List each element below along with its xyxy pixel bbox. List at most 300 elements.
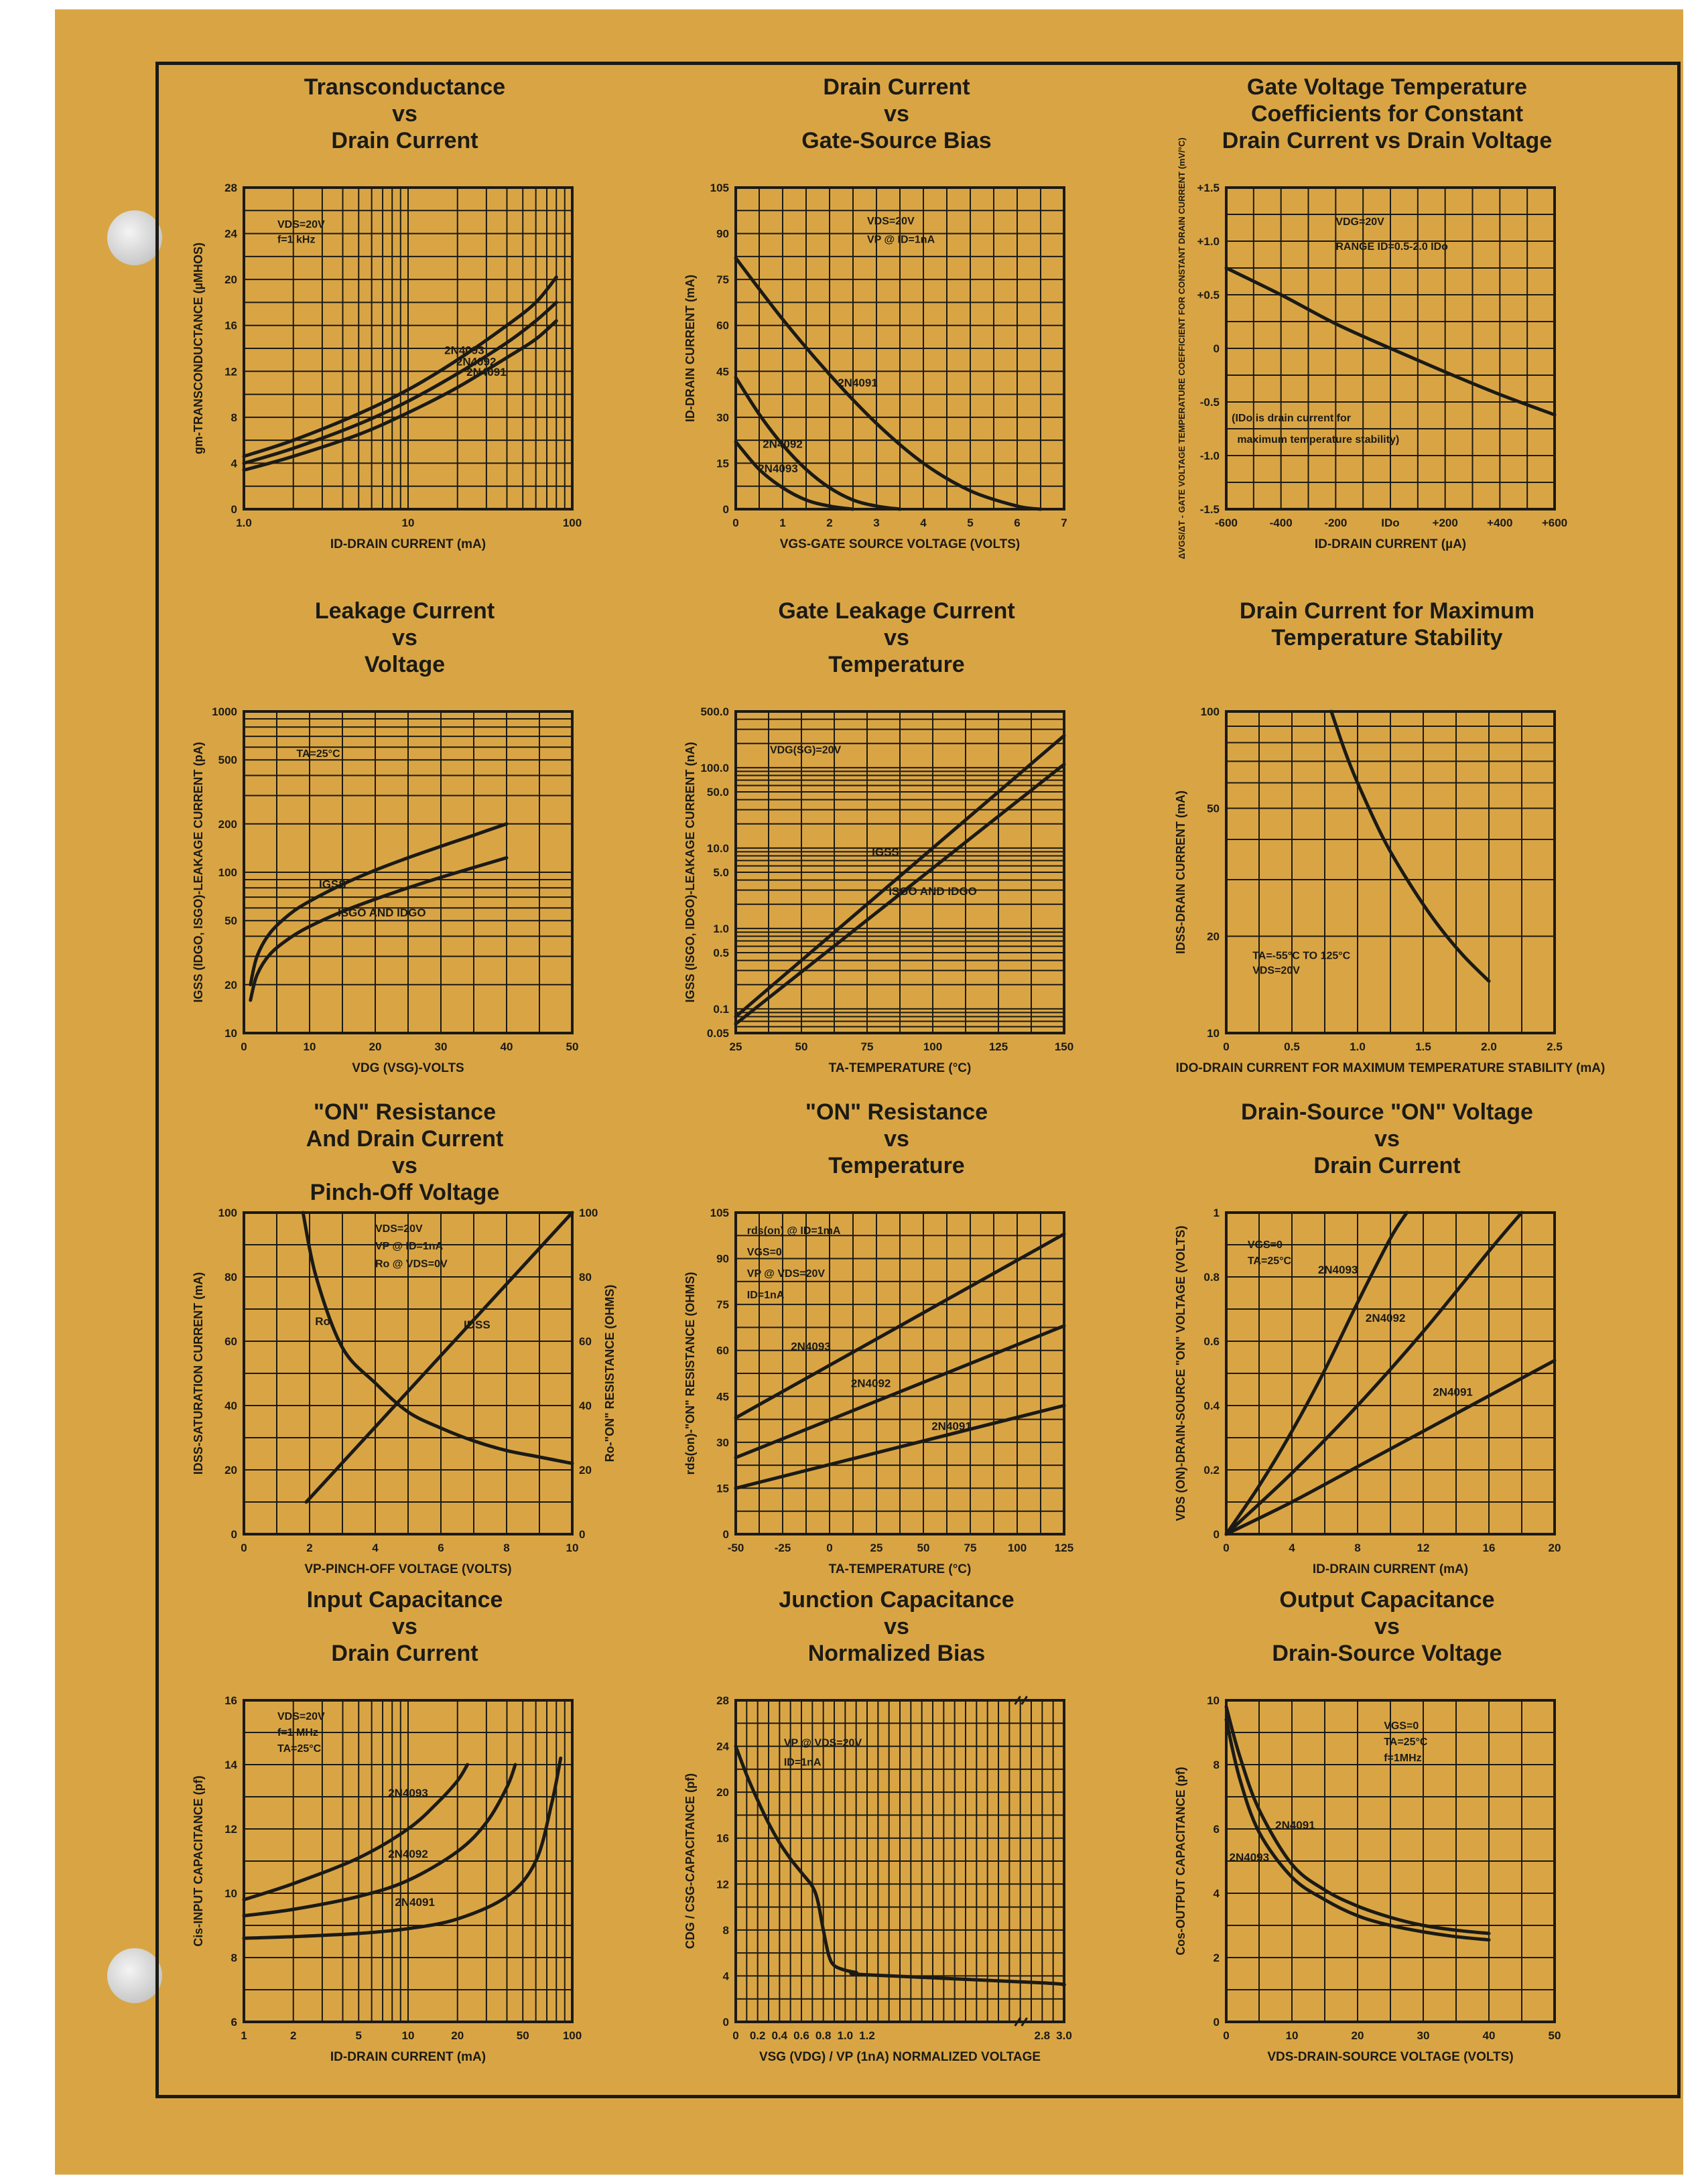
x-tick-label: 10 (401, 2029, 415, 2042)
x-tick-label: 0.6 (793, 2029, 809, 2042)
chart-title-line: vs (884, 1126, 909, 1152)
chart-annotation: ID=1nA (746, 1290, 785, 1301)
x-tick-label: 8 (503, 1542, 510, 1554)
chart-annotation: VGS=0 (1384, 1720, 1419, 1732)
series-label: IGSS (872, 845, 899, 859)
x-tick-label: 6 (438, 1542, 444, 1554)
chart-title-line: Drain Current for Maximum (1239, 598, 1535, 624)
series-label: IDSS (464, 1318, 490, 1331)
x-tick-label: 8 (1354, 1542, 1361, 1554)
y-tick-label: 10.0 (706, 841, 729, 855)
chart-svg (649, 74, 1144, 569)
chart-annotation: TA=25°C (1247, 1255, 1292, 1267)
y-tick-label: 100 (218, 866, 237, 879)
x-axis-label: VP-PINCH-OFF VOLTAGE (VOLTS) (304, 1562, 512, 1576)
chart-svg (157, 1586, 653, 2082)
chart-title-line: Temperature (828, 1153, 965, 1178)
chart-svg (1139, 598, 1635, 1093)
y-tick-label: 0 (722, 2016, 729, 2029)
y-tick-label: 0 (722, 503, 729, 516)
x-tick-label: 1.5 (1415, 1040, 1431, 1053)
chart-svg (157, 1099, 653, 1594)
chart-annotation: VDG=20V (1335, 216, 1384, 228)
chart-title-line: vs (1374, 1126, 1400, 1152)
x-axis-label: ID-DRAIN CURRENT (µA) (1314, 537, 1467, 551)
x-tick-label: 125 (988, 1040, 1008, 1053)
chart-svg (1139, 1586, 1635, 2082)
chart-annotation: TA=-55°C TO 125°C (1252, 950, 1351, 962)
y-tick-label: +1.0 (1197, 235, 1220, 248)
chart-title-line: Gate-Source Bias (801, 128, 992, 153)
x-tick-label: 100 (1007, 1542, 1027, 1554)
y-axis-label: IDSS-DRAIN CURRENT (mA) (1174, 791, 1187, 954)
y-axis-label: ΔVGS/ΔT - GATE VOLTAGE TEMPERATURE COEFFICIENT FOR CONSTANT DRAIN CURRENT (mV/°C) (1177, 137, 1187, 559)
y-tick-label: 200 (218, 817, 237, 831)
y-tick-label: 0 (722, 1528, 729, 1541)
y-tick-label: 0.6 (1203, 1335, 1220, 1348)
chart-svg (157, 74, 653, 569)
y-tick-label: 100 (1200, 705, 1220, 718)
x-tick-label: 6 (1014, 517, 1021, 529)
y-tick-label: 0 (231, 1528, 237, 1541)
y-tick-label: -0.5 (1199, 396, 1220, 409)
x-tick-label: -25 (774, 1542, 791, 1554)
series-label: 2N4093 (791, 1340, 831, 1353)
chart-annotation: TA=25°C (296, 748, 340, 760)
y-tick-label: 14 (224, 1759, 237, 1771)
chart-panel-6 (1139, 598, 1635, 1093)
chart-title-line: Coefficients for Constant (1250, 101, 1524, 127)
x-tick-label: 3 (873, 517, 880, 529)
chart-title-line: Gate Leakage Current (778, 598, 1015, 624)
x-axis-label: VSG (VDG) / VP (1nA) NORMALIZED VOLTAGE (759, 2050, 1041, 2064)
y-tick-label: 60 (716, 319, 729, 332)
series-label: 2N4093 (1229, 1851, 1270, 1864)
chart-title-line: Normalized Bias (807, 1641, 986, 1666)
y-tick-label: 20 (1207, 930, 1220, 943)
y-tick-label: 8 (722, 1923, 729, 1937)
chart-annotation: f=1MHz (1384, 1753, 1422, 1765)
y-tick-label: -1.0 (1199, 450, 1220, 462)
x-tick-label: -50 (727, 1542, 744, 1554)
chart-title-line: Temperature (828, 652, 965, 677)
x-tick-label: 0 (241, 1542, 247, 1554)
x-tick-label: 2 (826, 517, 833, 529)
chart-panel-3 (1139, 74, 1635, 569)
series-label: 2N4093 (758, 462, 798, 476)
y-tick-label: 60 (224, 1335, 237, 1348)
chart-panel-10 (157, 1586, 653, 2082)
y-tick-label: 15 (716, 1482, 729, 1495)
y-tick-label: 0.5 (713, 947, 729, 959)
x-tick-label: 20 (451, 2029, 464, 2042)
y2-axis-label: Ro-"ON" RESISTANCE (OHMS) (603, 1284, 616, 1462)
chart-annotation: VP @ ID=1nA (867, 234, 935, 246)
y-tick-label: 45 (716, 365, 729, 379)
x-tick-label: 50 (795, 1040, 808, 1053)
x-tick-label: 150 (1054, 1040, 1074, 1053)
x-tick-label: 50 (1548, 2029, 1561, 2042)
series-label: 2N4092 (388, 1848, 428, 1861)
series-line-idss (306, 1213, 572, 1502)
y-tick-label: 50 (1207, 802, 1220, 815)
x-tick-label: +200 (1432, 517, 1458, 529)
x-tick-label: 20 (369, 1040, 382, 1053)
y-tick-label: 0.8 (1203, 1271, 1220, 1284)
y-tick-label: 6 (231, 2016, 237, 2029)
chart-title-line: Drain Current vs Drain Voltage (1222, 128, 1553, 153)
x-tick-label: 1.0 (236, 517, 252, 529)
y-axis-label: IGSS (ISGO, IDGO)-LEAKAGE CURRENT (nA) (683, 742, 697, 1003)
chart-svg (649, 1586, 1144, 2082)
chart-title-line: vs (1374, 1614, 1400, 1639)
x-tick-label: 0 (732, 517, 739, 529)
x-tick-label: 25 (870, 1542, 883, 1554)
x-tick-label: +400 (1487, 517, 1513, 529)
series-label: 2N4092 (456, 355, 497, 368)
x-tick-label: 1 (779, 517, 786, 529)
chart-annotation: VDS=20V (277, 1710, 325, 1722)
series-line-2n4092 (736, 377, 900, 509)
y-tick-label: 4 (722, 1970, 729, 1983)
y-tick-label: 45 (716, 1390, 729, 1404)
chart-annotation: VGS=0 (1247, 1239, 1283, 1251)
x-axis-label: ID-DRAIN CURRENT (mA) (1312, 1562, 1469, 1576)
series-label: 2N4091 (466, 366, 507, 379)
chart-title-line: Gate Voltage Temperature (1246, 74, 1528, 100)
y-tick-label: 90 (716, 227, 729, 241)
x-tick-label: 16 (1482, 1542, 1496, 1554)
y-tick-label: 15 (716, 457, 729, 470)
x-tick-label: 50 (516, 2029, 529, 2042)
chart-svg (1139, 74, 1635, 569)
x-tick-label: 0 (826, 1542, 833, 1554)
chart-title-line: Temperature Stability (1271, 625, 1503, 651)
series-line-igss (251, 824, 507, 985)
series-label: 2N4092 (763, 437, 803, 451)
series-label: 2N4091 (395, 1896, 435, 1909)
y-tick-label: 0 (1213, 342, 1220, 355)
series-label: 2N4093 (1317, 1264, 1358, 1277)
chart-svg (649, 598, 1144, 1093)
chart-title-line: Leakage Current (314, 598, 495, 624)
chart-panel-8 (649, 1099, 1144, 1594)
y-tick-label: 0.4 (1203, 1400, 1220, 1412)
chart-annotation: VDG(SG)=20V (769, 744, 842, 756)
chart-title-line: vs (392, 1614, 417, 1639)
x-tick-label: 0.2 (749, 2029, 766, 2042)
y-tick-label: 50.0 (706, 786, 729, 799)
chart-annotation: Ro @ VDS=0V (375, 1258, 448, 1270)
y-tick-label: 10 (1207, 1694, 1220, 1707)
x-tick-label: 30 (434, 1040, 448, 1053)
series-line-2n4093 (736, 441, 853, 509)
chart-title-line: "ON" Resistance (313, 1099, 497, 1125)
chart-title-line: Drain Current (331, 128, 478, 153)
y-axis-label: IGSS (IDGO, ISGO)-LEAKAGE CURRENT (pA) (192, 742, 205, 1003)
x-tick-label: 75 (860, 1040, 874, 1053)
x-tick-label: 10 (303, 1040, 316, 1053)
y-tick-label: 50 (224, 914, 237, 928)
series-label: ISGO AND IDGO (337, 906, 426, 920)
y-tick-label: 28 (224, 182, 237, 194)
chart-panel-11 (649, 1586, 1144, 2082)
x-tick-label: -200 (1324, 517, 1348, 529)
y-tick-label: 12 (224, 365, 237, 379)
y-tick-label: 0 (1213, 2016, 1220, 2029)
chart-title-line: Output Capacitance (1279, 1587, 1495, 1613)
y-axis-label: rds(on)-"ON" RESISTANCE (OHMS) (683, 1272, 697, 1475)
chart-annotation: f=1 kHz (277, 234, 316, 246)
x-tick-label: 2.8 (1034, 2029, 1051, 2042)
series-line-2n4093 (244, 1765, 468, 1900)
x-tick-label: -600 (1214, 517, 1238, 529)
x-tick-label: 10 (566, 1542, 579, 1554)
x-tick-label: 3.0 (1056, 2029, 1072, 2042)
chart-annotation: VDS=20V (277, 219, 325, 230)
x-tick-label: IDo (1381, 517, 1400, 529)
chart-panel-9 (1139, 1099, 1635, 1594)
y-axis-label: ID-DRAIN CURRENT (mA) (683, 275, 697, 422)
y-tick-label: 10 (224, 1887, 237, 1900)
y-tick-label: 30 (716, 1436, 729, 1449)
chart-panel-5 (649, 598, 1144, 1093)
series-label: 2N4091 (1275, 1819, 1315, 1832)
y-tick-label: -1.5 (1199, 503, 1220, 516)
y-tick-label: 20 (224, 273, 237, 287)
y-tick-label: 8 (231, 1952, 237, 1964)
x-axis-label: ID-DRAIN CURRENT (mA) (330, 2050, 486, 2064)
x-tick-label: 1.0 (837, 2029, 854, 2042)
chart-title-line: And Drain Current (306, 1126, 504, 1152)
chart-title-line: vs (884, 625, 909, 651)
x-tick-label: 0.4 (771, 2029, 788, 2042)
y-tick-label: 10 (224, 1027, 237, 1040)
chart-title-line: Voltage (364, 652, 446, 677)
y-tick-label: 2 (1213, 1952, 1220, 1964)
x-axis-label: ID-DRAIN CURRENT (mA) (330, 537, 486, 551)
x-tick-label: 30 (1417, 2029, 1430, 2042)
chart-annotation: VDS=20V (1252, 965, 1300, 977)
chart-annotation: VP @ ID=1nA (375, 1241, 444, 1253)
chart-annotation: f=1 MHz (277, 1726, 318, 1738)
x-tick-label: 125 (1054, 1542, 1074, 1554)
chart-title-line: vs (392, 625, 417, 651)
y-tick-label: 24 (716, 1740, 729, 1753)
y-tick-label: 6 (1213, 1823, 1220, 1836)
y-tick-label: +1.5 (1197, 182, 1220, 194)
x-axis-label: TA-TEMPERATURE (°C) (828, 1061, 972, 1075)
y-tick-label: 12 (224, 1823, 237, 1836)
x-tick-label: 1.2 (859, 2029, 875, 2042)
x-tick-label: 25 (729, 1040, 742, 1053)
y-axis-label: gm-TRANSCONDUCTANCE (µMHOS) (192, 242, 205, 455)
chart-panel-12 (1139, 1586, 1635, 2082)
x-tick-label: 5 (967, 517, 974, 529)
y-tick-label: 100.0 (700, 761, 729, 774)
y-axis-label: IDSS-SATURATION CURRENT (mA) (192, 1272, 205, 1475)
x-tick-label: 5 (355, 2029, 362, 2042)
x-tick-label: 20 (1548, 1542, 1561, 1554)
x-tick-label: 0 (1223, 1040, 1230, 1053)
y-tick-label: 28 (716, 1694, 729, 1707)
series-label: 2N4091 (931, 1420, 972, 1433)
x-axis-label: VGS-GATE SOURCE VOLTAGE (VOLTS) (779, 537, 1021, 551)
x-tick-label: 50 (917, 1542, 930, 1554)
y-tick-label: 1 (1213, 1207, 1220, 1219)
punch-hole-top (107, 210, 162, 265)
x-tick-label: 2.5 (1547, 1040, 1563, 1053)
chart-title-line: vs (884, 101, 909, 127)
y2-tick-label: 60 (579, 1335, 592, 1348)
y-tick-label: 12 (716, 1878, 729, 1891)
y2-tick-label: 0 (579, 1528, 586, 1541)
y2-tick-label: 80 (579, 1271, 592, 1284)
x-tick-label: -400 (1269, 517, 1293, 529)
series-line-curve (1331, 711, 1489, 981)
chart-title-line: Drain Current (1313, 1153, 1461, 1178)
chart-title-line: Junction Capacitance (779, 1587, 1014, 1613)
x-axis-label: TA-TEMPERATURE (°C) (828, 1562, 972, 1576)
x-tick-label: 75 (964, 1542, 977, 1554)
series-label: 2N4093 (388, 1787, 428, 1799)
x-tick-label: 1 (241, 2029, 247, 2042)
series-label: 2N4092 (850, 1377, 891, 1390)
y2-tick-label: 40 (579, 1400, 592, 1412)
y-tick-label: 100 (218, 1207, 237, 1219)
chart-title-line: Drain-Source "ON" Voltage (1241, 1099, 1533, 1125)
y2-tick-label: 20 (579, 1464, 592, 1477)
chart-title-line: Drain Current (823, 74, 970, 100)
y-tick-label: 20 (224, 978, 237, 992)
chart-svg (157, 598, 653, 1093)
x-tick-label: 0.5 (1284, 1040, 1300, 1053)
y-axis-label: Cos-OUTPUT CAPACITANCE (pf) (1174, 1767, 1187, 1956)
chart-annotation: ID=1nA (783, 1757, 822, 1769)
y-tick-label: 4 (1213, 1887, 1220, 1900)
chart-title-line: vs (392, 101, 417, 127)
y-tick-label: 90 (716, 1252, 729, 1266)
chart-annotation: VGS=0 (746, 1247, 782, 1258)
x-tick-label: 12 (1417, 1542, 1430, 1554)
chart-panel-2 (649, 74, 1144, 569)
x-tick-label: 100 (562, 517, 582, 529)
series-label: 2N4091 (838, 377, 878, 390)
y-tick-label: 500 (218, 754, 237, 767)
y-tick-label: 30 (716, 411, 729, 424)
chart-annotation: TA=25°C (1384, 1736, 1428, 1749)
y-tick-label: 20 (716, 1786, 729, 1799)
chart-title-line: Pinch-Off Voltage (310, 1180, 500, 1205)
y-tick-label: 8 (231, 411, 237, 424)
y-tick-label: 75 (716, 1298, 729, 1312)
x-axis-label: VDS-DRAIN-SOURCE VOLTAGE (VOLTS) (1267, 2050, 1514, 2064)
x-tick-label: 100 (562, 2029, 582, 2042)
y-tick-label: 1000 (212, 705, 237, 718)
chart-title-line: vs (392, 1153, 417, 1178)
y-tick-label: 4 (231, 457, 237, 470)
punch-hole-bottom (107, 1948, 162, 2003)
y-tick-label: 0 (1213, 1528, 1220, 1541)
y-tick-label: 16 (224, 319, 237, 332)
y-tick-label: 105 (710, 182, 729, 194)
series-label: 2N4092 (1365, 1312, 1406, 1325)
y-tick-label: 8 (1213, 1759, 1220, 1771)
x-tick-label: 40 (1482, 2029, 1496, 2042)
y-tick-label: 0 (231, 503, 237, 516)
x-tick-label: 2 (306, 1542, 313, 1554)
x-tick-label: 0 (241, 1040, 247, 1053)
chart-annotation: VDS=20V (867, 215, 915, 227)
y-tick-label: 500.0 (700, 705, 729, 718)
chart-annotation: VDS=20V (375, 1223, 423, 1235)
x-tick-label: 2 (290, 2029, 297, 2042)
y-tick-label: 60 (716, 1344, 729, 1357)
x-tick-label: 100 (923, 1040, 943, 1053)
y-axis-label: VDS (ON)-DRAIN-SOURCE "ON" VOLTAGE (VOLTS) (1174, 1225, 1187, 1521)
x-axis-label: IDO-DRAIN CURRENT FOR MAXIMUM TEMPERATURE STABILITY (mA) (1175, 1061, 1606, 1075)
x-tick-label: 0 (1223, 1542, 1230, 1554)
chart-title-line: vs (884, 1614, 909, 1639)
chart-annotation: VP @ VDS=20V (783, 1737, 862, 1749)
y-tick-label: 5.0 (713, 866, 729, 879)
series-label: IGSS (318, 878, 346, 891)
chart-panel-4 (157, 598, 653, 1093)
chart-annotation: rds(on) @ ID=1mA (746, 1225, 841, 1237)
series-label: ISGO AND IDGO (889, 885, 977, 898)
x-tick-label: 2.0 (1481, 1040, 1497, 1053)
x-tick-label: 4 (920, 517, 927, 529)
y-axis-label: CDG / CSG-CAPACITANCE (pf) (683, 1773, 697, 1950)
x-tick-label: 0.8 (815, 2029, 832, 2042)
chart-title-line: Drain-Source Voltage (1272, 1641, 1502, 1666)
chart-annotation: VP @ VDS=20V (746, 1268, 826, 1280)
y-tick-label: 0.05 (706, 1027, 729, 1040)
chart-annotation: TA=25°C (277, 1743, 322, 1755)
x-tick-label: 7 (1061, 517, 1067, 529)
x-tick-label: 50 (566, 1040, 579, 1053)
x-tick-label: 20 (1351, 2029, 1364, 2042)
y-tick-label: 105 (710, 1207, 729, 1219)
y-tick-label: 1.0 (713, 922, 729, 935)
series-label: Ro (315, 1315, 330, 1328)
y-tick-label: 20 (224, 1464, 237, 1477)
x-tick-label: 4 (1289, 1542, 1295, 1554)
y-tick-label: 75 (716, 273, 729, 287)
x-tick-label: 4 (372, 1542, 379, 1554)
x-tick-label: 0 (1223, 2029, 1230, 2042)
chart-panel-7 (157, 1099, 653, 1594)
x-tick-label: +600 (1541, 517, 1568, 529)
chart-title-line: Drain Current (331, 1641, 478, 1666)
x-tick-label: 40 (500, 1040, 513, 1053)
x-tick-label: 0 (732, 2029, 739, 2042)
y-tick-label: 24 (224, 227, 237, 241)
y-tick-label: 16 (224, 1694, 237, 1707)
series-label: 2N4093 (444, 344, 484, 357)
chart-annotation: maximum temperature stability) (1237, 433, 1400, 446)
chart-annotation: RANGE ID=0.5-2.0 IDo (1335, 241, 1448, 253)
y2-tick-label: 100 (579, 1207, 598, 1219)
y-tick-label: 80 (224, 1271, 237, 1284)
chart-title-line: "ON" Resistance (805, 1099, 988, 1125)
chart-svg (1139, 1099, 1635, 1594)
x-axis-label: VDG (VSG)-VOLTS (352, 1061, 464, 1075)
chart-annotation: (IDo is drain current for (1232, 412, 1351, 424)
series-label: 2N4091 (1433, 1385, 1473, 1399)
y-tick-label: 0.1 (713, 1002, 729, 1016)
chart-title-line: Input Capacitance (306, 1587, 503, 1613)
